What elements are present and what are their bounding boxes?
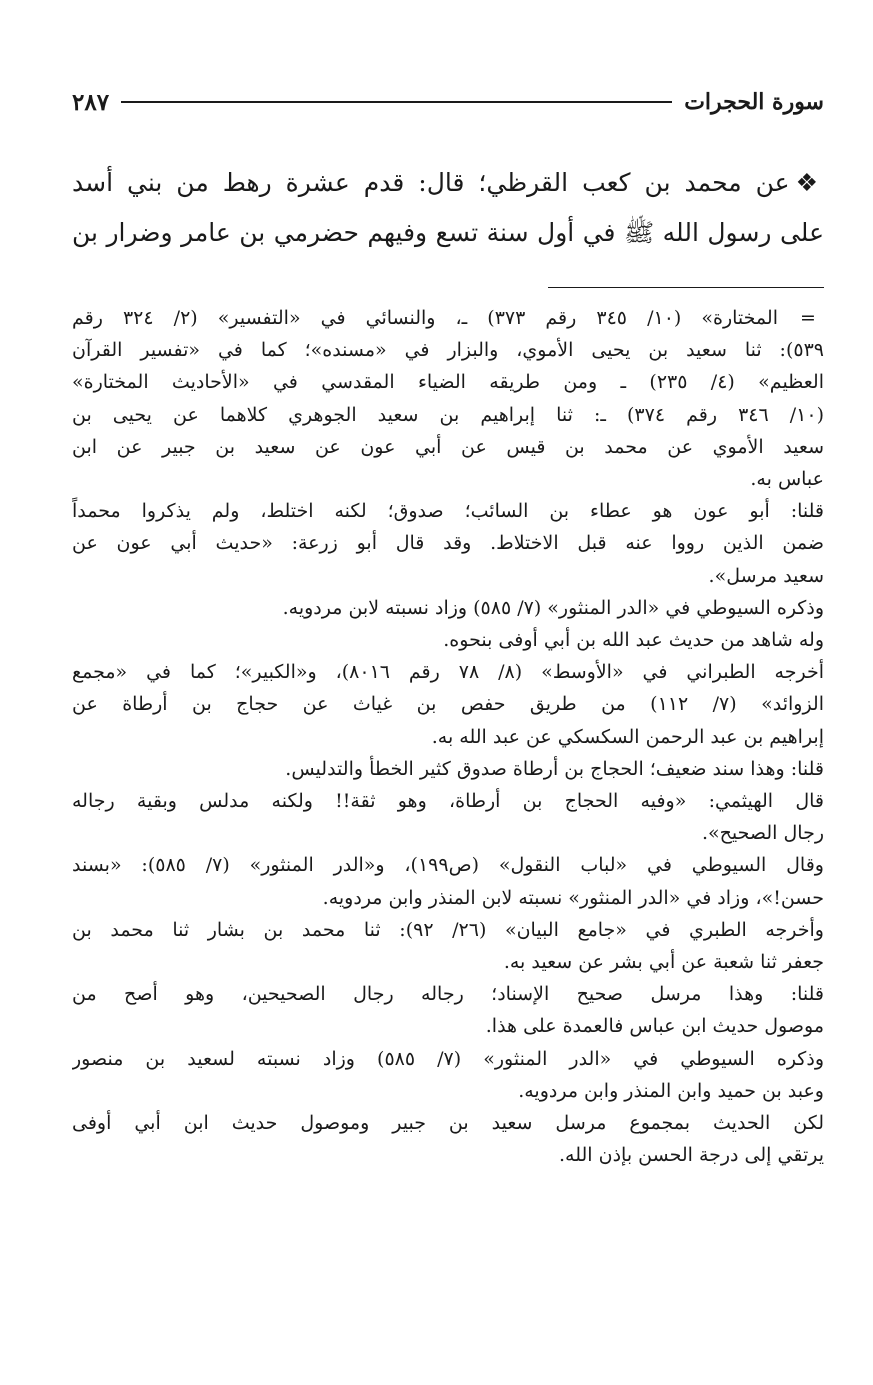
footnote-line: وذكره السيوطي في «الدر المنثور» (٧/ ٥٨٥) وزاد نسبته لابن مردويه. [282, 596, 824, 619]
footnote-line: وأخرجه الطبري في «جامع البيان» (٢٦/ ٩٢): ثنا محمد بن بشار ثنا محمد بن [72, 918, 824, 941]
footnote-line: عباس به. [750, 468, 824, 491]
footnote-line: المختارة» (١٠/ ٣٤٥ رقم ٣٧٣) ـ، والنسائي في «التفسير» (٢/ ٣٢٤ رقم [72, 307, 778, 329]
page-number: ٢٨٧ [72, 88, 110, 116]
footnote-line: ٥٣٩): ثنا سعيد بن يحيى الأموي، والبزار في «مسنده»؛ كما في «تفسير القرآن [72, 339, 824, 362]
footnote-line: سعيد مرسل». [708, 564, 824, 587]
footnote-line: وذكره السيوطي في «الدر المنثور» (٧/ ٥٨٥) وزاد نسبته لسعيد بن منصور [72, 1047, 824, 1070]
main-text [72, 158, 824, 258]
footnote-separator [548, 287, 824, 288]
main-text-line-2: على رسول الله ﷺ في أول سنة تسع وفيهم حضرمي بن عامر وضرار بن [72, 218, 824, 247]
footnote-line: قلنا: وهذا سند ضعيف؛ الحجاج بن أرطاة صدوق كثير الخطأ والتدليس. [285, 757, 824, 780]
footnote-line: موصول حديث ابن عباس فالعمدة على هذا. [485, 1015, 824, 1038]
footnote-line: لكن الحديث بمجموع مرسل سعيد بن جبير وموصول حديث ابن أبي أوفى [72, 1112, 824, 1135]
footnotes [72, 302, 824, 1171]
footnote-line: قلنا: وهذا مرسل صحيح الإسناد؛ رجاله رجال الصحيحين، وهو أصح من [72, 983, 824, 1006]
footnote-line: رجال الصحيح». [701, 822, 824, 845]
footnote-line: سعيد الأموي عن محمد بن قيس عن أبي عون عن سعيد بن جبير عن ابن [72, 435, 824, 458]
surah-title: سورة الحجرات [684, 89, 824, 115]
footnote-line: أخرجه الطبراني في «الأوسط» (٨/ ٧٨ رقم ٨٠١٦)، و«الكبير»؛ كما في «مجمع [72, 661, 824, 684]
header-rule [121, 101, 672, 103]
main-text-line-1: عن محمد بن كعب القرظي؛ قال: قدم عشرة رهط من بني أسد [72, 168, 790, 197]
footnote-line: العظيم» (٤/ ٢٣٥) ـ ومن طريقه الضياء المقدسي في «الأحاديث المختارة» [72, 371, 824, 394]
footnote-line: (١٠/ ٣٤٦ رقم ٣٧٤) ـ: ثنا إبراهيم بن سعيد الجوهري كلاهما عن يحيى بن [72, 403, 824, 426]
page-header [72, 82, 824, 122]
footnote-line: قال الهيثمي: «وفيه الحجاج بن أرطاة، وهو ثقة!! ولكنه مدلس وبقية رجاله [72, 790, 824, 813]
footnote-line: وله شاهد من حديث عبد الله بن أبي أوفى بنحوه. [443, 629, 824, 652]
main-text-line [72, 158, 824, 208]
footnote-line: قلنا: أبو عون هو عطاء بن السائب؛ صدوق؛ لكنه اختلط، ولم يذكروا محمداً [72, 500, 824, 523]
footnote-line: ضمن الذين رووا عنه قبل الاختلاط. وقد قال أبو زرعة: «حديث أبي عون عن [72, 532, 824, 555]
paragraph-marker-icon: ❖ [795, 168, 825, 197]
continuation-mark: = [800, 307, 816, 329]
footnote-line: حسن!»، وزاد في «الدر المنثور» نسبته لابن المنذر وابن مردويه. [322, 886, 824, 909]
footnote-line: إبراهيم بن عبد الرحمن السكسكي عن عبد الله به. [431, 725, 824, 748]
footnote-line: جعفر ثنا شعبة عن أبي بشر عن سعيد به. [503, 951, 824, 974]
footnote-line: وقال السيوطي في «لباب النقول» (ص١٩٩)، و«الدر المنثور» (٧/ ٥٨٥): «بسند [72, 854, 824, 877]
footnote-line: وعبد بن حميد وابن المنذر وابن مردويه. [518, 1079, 824, 1102]
footnote-line: يرتقي إلى درجة الحسن بإذن الله. [559, 1144, 824, 1167]
footnote-line: الزوائد» (٧/ ١١٢) من طريق حفص بن غياث عن حجاج بن أرطاة عن [72, 693, 824, 716]
